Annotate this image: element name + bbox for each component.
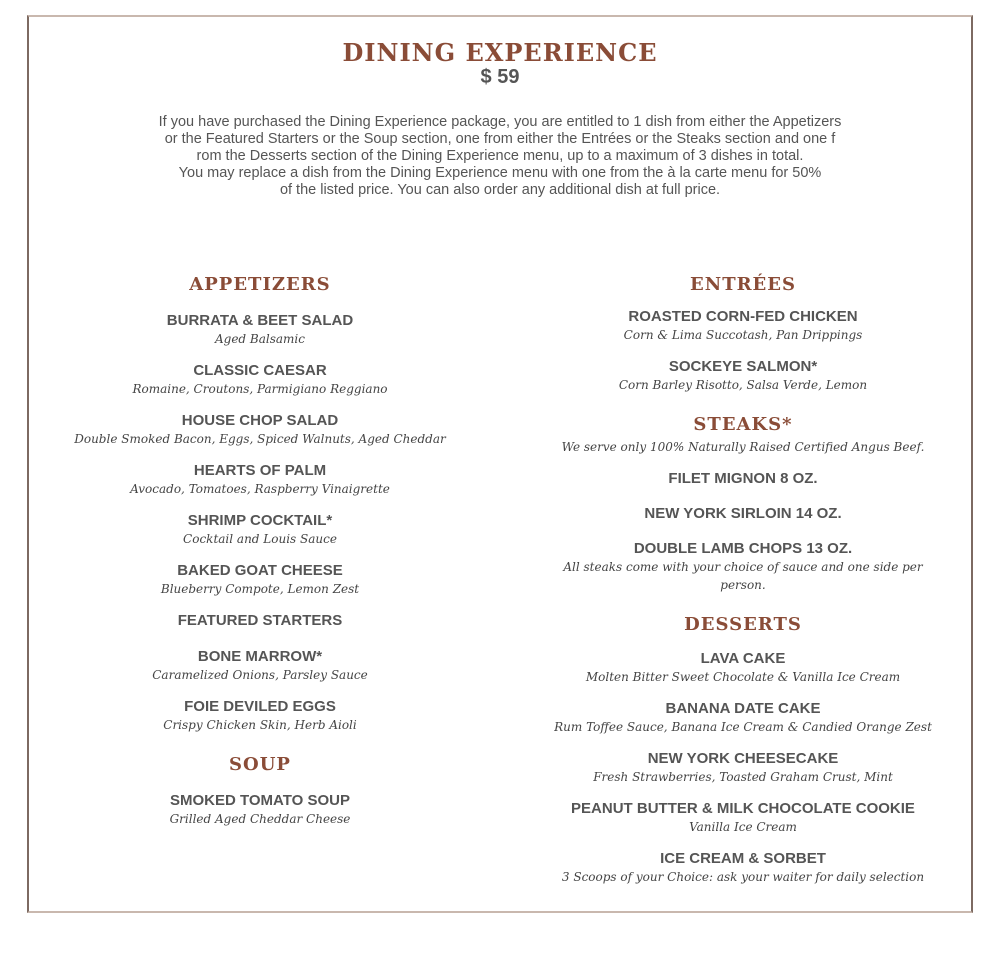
dish-name: SOCKEYE SALMON* bbox=[668, 358, 818, 375]
intro-line: of the listed price. You can also order any additional dish at full price. bbox=[279, 182, 721, 198]
section-title-featured-starters: FEATURED STARTERS bbox=[177, 612, 343, 629]
menu-item bbox=[543, 750, 943, 786]
dish-description: Vanilla Ice Cream bbox=[689, 820, 797, 834]
dish-name: HOUSE CHOP SALAD bbox=[181, 412, 339, 429]
intro-line: or the Featured Starters or the Soup section, one from either the Entrées or the Steaks section and one f bbox=[164, 131, 836, 147]
dish-description: All steaks come with your choice of sauce and one side per person. bbox=[563, 560, 923, 592]
dish-name: BURRATA & BEET SALAD bbox=[166, 312, 354, 329]
dish-name: FILET MIGNON 8 OZ. bbox=[668, 470, 818, 487]
section-title-appetizers: APPETIZERS bbox=[189, 274, 331, 295]
dish-name: HEARTS OF PALM bbox=[193, 462, 327, 479]
menu-item bbox=[60, 648, 460, 684]
dish-name: FOIE DEVILED EGGS bbox=[184, 698, 336, 715]
menu-item bbox=[543, 800, 943, 836]
menu-item bbox=[60, 562, 460, 598]
section-title-desserts: DESSERTS bbox=[684, 614, 802, 635]
dish-name: NEW YORK CHEESECAKE bbox=[647, 750, 839, 767]
left-column bbox=[60, 272, 460, 842]
dish-name: SMOKED TOMATO SOUP bbox=[169, 792, 350, 809]
menu-item bbox=[60, 512, 460, 548]
dish-description: Fresh Strawberries, Toasted Graham Crust, Mint bbox=[593, 770, 893, 784]
dish-name: PEANUT BUTTER & MILK CHOCOLATE COOKIE bbox=[571, 800, 915, 817]
dish-name: CLASSIC CAESAR bbox=[193, 362, 327, 379]
dish-description: Molten Bitter Sweet Chocolate & Vanilla Ice Cream bbox=[585, 670, 901, 684]
section-title-soup: SOUP bbox=[229, 754, 291, 775]
dish-name: BAKED GOAT CHEESE bbox=[177, 562, 343, 579]
dish-description: Blueberry Compote, Lemon Zest bbox=[160, 582, 360, 596]
menu-item bbox=[543, 540, 943, 594]
dish-description: Corn Barley Risotto, Salsa Verde, Lemon bbox=[618, 378, 868, 392]
steaks-subtitle: We serve only 100% Naturally Raised Certified Angus Beef. bbox=[561, 440, 925, 454]
right-column bbox=[543, 272, 943, 900]
section-title-entrees: ENTRÉES bbox=[690, 274, 796, 295]
menu-item bbox=[543, 505, 943, 523]
menu-item bbox=[60, 412, 460, 448]
intro-line: If you have purchased the Dining Experience package, you are entitled to 1 dish from either the Appetizers bbox=[158, 114, 842, 130]
dish-name: ROASTED CORN-FED CHICKEN bbox=[628, 308, 858, 325]
menu-item bbox=[60, 698, 460, 734]
intro-text bbox=[100, 114, 900, 199]
menu-item bbox=[543, 470, 943, 488]
menu-item bbox=[543, 358, 943, 394]
dish-description: Avocado, Tomatoes, Raspberry Vinaigrette bbox=[130, 482, 390, 496]
dish-description: Grilled Aged Cheddar Cheese bbox=[169, 812, 351, 826]
dish-description: Aged Balsamic bbox=[214, 332, 305, 346]
dish-description: Rum Toffee Sauce, Banana Ice Cream & Candied Orange Zest bbox=[554, 720, 932, 734]
intro-line: rom the Desserts section of the Dining Experience menu, up to a maximum of 3 dishes in total. bbox=[196, 148, 804, 164]
dish-name: ICE CREAM & SORBET bbox=[660, 850, 826, 867]
dish-name: BONE MARROW* bbox=[197, 648, 323, 665]
dish-description: Corn & Lima Succotash, Pan Drippings bbox=[623, 328, 863, 342]
dish-description: Double Smoked Bacon, Eggs, Spiced Walnuts, Aged Cheddar bbox=[74, 432, 446, 446]
dish-description: Cocktail and Louis Sauce bbox=[183, 532, 337, 546]
menu-item bbox=[60, 462, 460, 498]
dish-description: 3 Scoops of your Choice: ask your waiter for daily selection bbox=[561, 870, 925, 884]
menu-item bbox=[543, 850, 943, 886]
menu-item bbox=[60, 792, 460, 828]
dish-name: NEW YORK SIRLOIN 14 OZ. bbox=[644, 505, 842, 522]
menu-item bbox=[543, 308, 943, 344]
dish-name: SHRIMP COCKTAIL* bbox=[187, 512, 333, 529]
package-price: $ 59 bbox=[480, 66, 520, 88]
dish-description: Caramelized Onions, Parsley Sauce bbox=[152, 668, 368, 682]
menu-item bbox=[60, 312, 460, 348]
dish-name: DOUBLE LAMB CHOPS 13 OZ. bbox=[633, 540, 853, 557]
menu-item bbox=[60, 362, 460, 398]
menu-item bbox=[543, 700, 943, 736]
dish-description: Romaine, Croutons, Parmigiano Reggiano bbox=[132, 382, 388, 396]
intro-line: You may replace a dish from the Dining Experience menu with one from the à la carte menu for 50% bbox=[178, 165, 822, 181]
dish-name: BANANA DATE CAKE bbox=[665, 700, 821, 717]
dish-description: Crispy Chicken Skin, Herb Aioli bbox=[163, 718, 357, 732]
menu-item bbox=[543, 650, 943, 686]
section-title-steaks: STEAKS* bbox=[693, 414, 793, 435]
page-title: DINING EXPERIENCE bbox=[342, 38, 658, 67]
dish-name: LAVA CAKE bbox=[700, 650, 786, 667]
